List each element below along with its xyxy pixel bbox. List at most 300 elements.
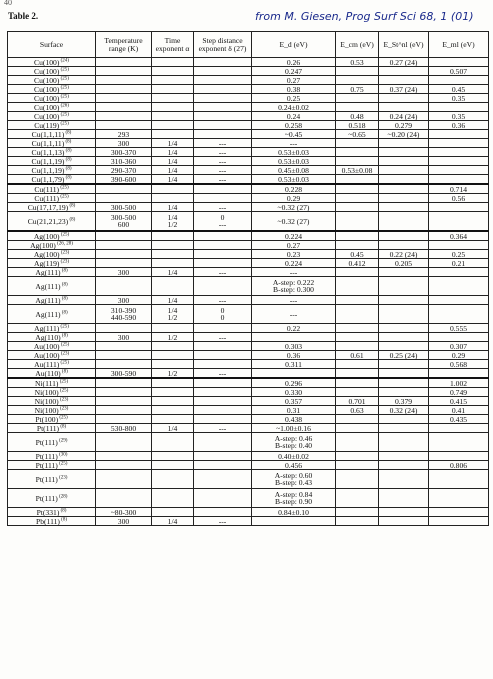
cell-eml: 0.21 [429, 259, 489, 268]
cell-step-exponent [194, 241, 252, 250]
cell-time-exponent [152, 184, 194, 194]
cell-eml [429, 175, 489, 185]
cell-temperature: 530-800 [96, 424, 152, 433]
cell-surface [8, 415, 96, 424]
table-row [8, 333, 489, 342]
cell-ecm [336, 424, 379, 433]
cell-ed: 0.26 [252, 58, 336, 67]
reference: (8) [64, 174, 72, 180]
cell-ed: 0.24±0.02 [252, 103, 336, 112]
cell-eml [429, 148, 489, 157]
cell-est [379, 360, 429, 369]
surface-name: Pb(111) [36, 516, 60, 526]
table-row [8, 194, 489, 203]
surface-name: Cu(111) [34, 193, 60, 203]
cell-step-exponent: --- [194, 166, 252, 175]
surface-name: Ni(111) [34, 378, 59, 388]
table-row [8, 388, 489, 397]
surface-name: Cu(100) [34, 111, 60, 121]
cell-step-exponent [194, 397, 252, 406]
cell-step-exponent [194, 130, 252, 139]
reference: (8) [60, 281, 68, 287]
cell-surface [8, 121, 96, 130]
cell-ed: 0.38 [252, 85, 336, 94]
cell-temperature [96, 194, 152, 203]
cell-time-exponent [152, 351, 194, 360]
cell-surface [8, 397, 96, 406]
cell-ecm: 0.53 [336, 58, 379, 67]
cell-ecm [336, 508, 379, 517]
cell-ecm [336, 268, 379, 277]
cell-eml: 0.29 [429, 351, 489, 360]
surface-name: Au(111) [34, 359, 60, 369]
cell-temperature: 390-600 [96, 175, 152, 185]
cell-surface [8, 517, 96, 526]
col-time-exponent: Time exponent α [152, 32, 194, 58]
header-row [8, 32, 489, 58]
table-row [8, 433, 489, 452]
cell-est [379, 94, 429, 103]
cell-temperature: 300-500 600 [96, 212, 152, 232]
cell-est: 0.27 (24) [379, 58, 429, 67]
table-row [8, 103, 489, 112]
surface-name: Cu(100) [34, 84, 60, 94]
col-est: E_St^nl (eV) [379, 32, 429, 58]
cell-temperature [96, 351, 152, 360]
cell-eml [429, 241, 489, 250]
cell-temperature [96, 58, 152, 67]
cell-time-exponent: 1/2 [152, 333, 194, 342]
table-row [8, 360, 489, 369]
table-row [8, 67, 489, 76]
table-row [8, 250, 489, 259]
cell-time-exponent [152, 241, 194, 250]
cell-est [379, 452, 429, 461]
cell-surface [8, 166, 96, 175]
cell-temperature [96, 378, 152, 388]
surface-name: Cu(17,17,19) [27, 202, 69, 212]
col-surface: Surface [8, 32, 96, 58]
surface-name: Ag(111) [35, 281, 61, 291]
cell-eml: 0.45 [429, 85, 489, 94]
cell-ed: ~1.00±0.16 [252, 424, 336, 433]
cell-temperature [96, 231, 152, 241]
cell-time-exponent [152, 76, 194, 85]
data-table [7, 31, 489, 526]
cell-ed: 0.330 [252, 388, 336, 397]
cell-eml: 0.307 [429, 342, 489, 351]
cell-surface [8, 277, 96, 296]
cell-temperature [96, 184, 152, 194]
cell-ed: --- [252, 139, 336, 148]
surface-name: Ag(111) [35, 295, 61, 305]
cell-est [379, 194, 429, 203]
cell-surface [8, 58, 96, 67]
cell-ecm [336, 415, 379, 424]
cell-step-exponent [194, 489, 252, 508]
cell-ed: 0.29 [252, 194, 336, 203]
cell-ecm: 0.518 [336, 121, 379, 130]
table-row [8, 517, 489, 526]
cell-step-exponent: --- [194, 175, 252, 185]
cell-step-exponent: --- [194, 424, 252, 433]
cell-temperature [96, 324, 152, 333]
cell-temperature: ~80-300 [96, 508, 152, 517]
cell-eml: 0.41 [429, 406, 489, 415]
cell-step-exponent: --- [194, 139, 252, 148]
cell-ecm [336, 203, 379, 212]
cell-surface [8, 241, 96, 250]
cell-time-exponent [152, 406, 194, 415]
cell-ecm [336, 305, 379, 324]
cell-est: 0.279 [379, 121, 429, 130]
reference: (25) [59, 84, 69, 90]
cell-eml [429, 369, 489, 379]
cell-ed: A-step: 0.46 B-step: 0.40 [252, 433, 336, 452]
cell-surface [8, 148, 96, 157]
cell-temperature [96, 470, 152, 489]
cell-surface [8, 67, 96, 76]
cell-eml [429, 508, 489, 517]
cell-surface [8, 112, 96, 121]
cell-surface [8, 259, 96, 268]
cell-surface [8, 268, 96, 277]
cell-time-exponent [152, 360, 194, 369]
cell-temperature [96, 452, 152, 461]
reference: (8) [64, 156, 72, 162]
cell-step-exponent [194, 360, 252, 369]
cell-ecm: 0.48 [336, 112, 379, 121]
cell-surface [8, 94, 96, 103]
table-row [8, 296, 489, 305]
cell-ed: ~0.32 (27) [252, 212, 336, 232]
table-body [8, 58, 489, 526]
cell-step-exponent: --- [194, 203, 252, 212]
col-temperature: Temperature range (K) [96, 32, 152, 58]
cell-ecm: ~0.65 [336, 130, 379, 139]
reference: (25) [59, 359, 69, 365]
cell-step-exponent [194, 231, 252, 241]
cell-ed: A-step: 0.84 B-step: 0.90 [252, 489, 336, 508]
cell-temperature [96, 342, 152, 351]
reference: (25) [59, 75, 69, 81]
reference: (25) [59, 120, 69, 126]
cell-step-exponent [194, 470, 252, 489]
cell-est [379, 415, 429, 424]
surface-name: Cu(1,1,11) [31, 129, 65, 139]
cell-surface [8, 212, 96, 232]
surface-name: Cu(1,1,19) [31, 156, 65, 166]
table-row [8, 397, 489, 406]
cell-est: 0.205 [379, 259, 429, 268]
surface-name: Ag(100) [33, 249, 60, 259]
cell-temperature: 300 [96, 333, 152, 342]
cell-ecm: 0.53±0.08 [336, 166, 379, 175]
cell-step-exponent [194, 103, 252, 112]
cell-time-exponent [152, 58, 194, 67]
cell-surface [8, 508, 96, 517]
reference: (25) [58, 387, 69, 393]
cell-temperature [96, 277, 152, 296]
reference: (25) [59, 93, 69, 99]
surface-name: Pt(111) [35, 493, 58, 503]
cell-est [379, 517, 429, 526]
cell-surface [8, 250, 96, 259]
cell-step-exponent [194, 58, 252, 67]
cell-eml: 0.36 [429, 121, 489, 130]
reference: (23) [59, 350, 70, 356]
cell-surface [8, 369, 96, 379]
cell-est [379, 203, 429, 212]
cell-time-exponent [152, 433, 194, 452]
cell-temperature: 300 [96, 517, 152, 526]
cell-time-exponent: 1/4 [152, 166, 194, 175]
cell-est [379, 175, 429, 185]
table-row [8, 259, 489, 268]
cell-ecm [336, 360, 379, 369]
cell-step-exponent [194, 184, 252, 194]
cell-est [379, 305, 429, 324]
cell-time-exponent [152, 67, 194, 76]
surface-name: Ag(100) [33, 231, 60, 241]
cell-ecm: 0.412 [336, 259, 379, 268]
cell-ed [252, 369, 336, 379]
cell-time-exponent [152, 277, 194, 296]
cell-eml [429, 212, 489, 232]
table-row [8, 369, 489, 379]
cell-eml [429, 277, 489, 296]
cell-ecm [336, 231, 379, 241]
cell-eml [429, 517, 489, 526]
cell-eml: 0.435 [429, 415, 489, 424]
cell-surface [8, 184, 96, 194]
surface-name: Cu(100) [34, 75, 60, 85]
cell-ecm [336, 324, 379, 333]
cell-ecm [336, 433, 379, 452]
cell-est: 0.37 (24) [379, 85, 429, 94]
table-row [8, 148, 489, 157]
cell-eml [429, 139, 489, 148]
reference: (30) [57, 451, 68, 457]
cell-step-exponent [194, 121, 252, 130]
cell-time-exponent [152, 342, 194, 351]
cell-temperature [96, 360, 152, 369]
table-row [8, 203, 489, 212]
cell-ecm [336, 369, 379, 379]
cell-ecm [336, 342, 379, 351]
surface-name: Ni(100) [34, 396, 59, 406]
cell-ecm [336, 212, 379, 232]
cell-surface [8, 139, 96, 148]
cell-time-exponent: 1/4 [152, 517, 194, 526]
table-row [8, 157, 489, 166]
cell-surface [8, 85, 96, 94]
cell-ecm [336, 517, 379, 526]
table-row [8, 166, 489, 175]
cell-surface [8, 351, 96, 360]
cell-temperature: 310-390 440-590 [96, 305, 152, 324]
cell-eml [429, 157, 489, 166]
cell-step-exponent: --- [194, 148, 252, 157]
reference: (26, 28) [55, 240, 73, 246]
reference: (23) [59, 258, 70, 264]
surface-name: Cu(1,1,11) [31, 138, 65, 148]
cell-surface [8, 433, 96, 452]
table-row [8, 342, 489, 351]
reference: (25) [59, 184, 69, 190]
cell-time-exponent [152, 508, 194, 517]
cell-ed: 0.84±0.10 [252, 508, 336, 517]
cell-ecm [336, 277, 379, 296]
reference: (8) [59, 507, 67, 513]
cell-time-exponent: 1/4 [152, 203, 194, 212]
table-row [8, 378, 489, 388]
cell-time-exponent [152, 378, 194, 388]
surface-name: Cu(1,1,13) [31, 147, 65, 157]
cell-ed: 0.25 [252, 94, 336, 103]
table-row [8, 121, 489, 130]
cell-ed: 0.247 [252, 67, 336, 76]
cell-ecm [336, 148, 379, 157]
table-row [8, 58, 489, 67]
reference: (8) [64, 147, 72, 153]
col-eml: E_ml (eV) [429, 32, 489, 58]
cell-step-exponent [194, 67, 252, 76]
reference: (8) [60, 295, 68, 301]
cell-temperature: 300-590 [96, 369, 152, 379]
cell-surface [8, 175, 96, 185]
cell-eml [429, 166, 489, 175]
cell-est [379, 139, 429, 148]
cell-step-exponent: 0 --- [194, 212, 252, 232]
cell-time-exponent [152, 415, 194, 424]
cell-surface [8, 76, 96, 85]
cell-time-exponent [152, 470, 194, 489]
cell-est [379, 369, 429, 379]
cell-ecm [336, 194, 379, 203]
cell-ecm: 0.701 [336, 397, 379, 406]
table-row [8, 184, 489, 194]
cell-surface [8, 406, 96, 415]
cell-surface [8, 296, 96, 305]
cell-temperature [96, 85, 152, 94]
cell-step-exponent [194, 452, 252, 461]
cell-time-exponent [152, 130, 194, 139]
cell-step-exponent [194, 324, 252, 333]
cell-eml: 0.555 [429, 324, 489, 333]
cell-time-exponent: 1/4 [152, 268, 194, 277]
cell-ed: 0.224 [252, 231, 336, 241]
cell-time-exponent: 1/4 1/2 [152, 305, 194, 324]
reference: (25) [59, 193, 69, 199]
reference: (23) [58, 396, 69, 402]
cell-ecm [336, 470, 379, 489]
col-ecm: E_cm (eV) [336, 32, 379, 58]
cell-est [379, 333, 429, 342]
cell-ecm [336, 241, 379, 250]
cell-temperature [96, 397, 152, 406]
surface-name: Ag(119) [33, 258, 60, 268]
cell-eml [429, 130, 489, 139]
cell-est [379, 424, 429, 433]
cell-ecm: 0.45 [336, 250, 379, 259]
table-row [8, 508, 489, 517]
cell-eml [429, 58, 489, 67]
cell-surface [8, 203, 96, 212]
table-row [8, 489, 489, 508]
cell-est [379, 489, 429, 508]
cell-ecm [336, 461, 379, 470]
surface-name: Cu(119) [34, 120, 60, 130]
cell-ed: 0.357 [252, 397, 336, 406]
cell-temperature [96, 121, 152, 130]
cell-ed: 0.24 [252, 112, 336, 121]
cell-time-exponent [152, 112, 194, 121]
cell-time-exponent [152, 489, 194, 508]
cell-est: 0.24 (24) [379, 112, 429, 121]
cell-ed: 0.23 [252, 250, 336, 259]
cell-surface [8, 452, 96, 461]
cell-ed: --- [252, 268, 336, 277]
cell-eml [429, 433, 489, 452]
cell-est: ~0.20 (24) [379, 130, 429, 139]
cell-temperature: 300 [96, 296, 152, 305]
reference: (25) [59, 341, 70, 347]
cell-temperature: 300-370 [96, 148, 152, 157]
cell-ed: 0.456 [252, 461, 336, 470]
surface-name: Pt(111) [36, 423, 60, 433]
cell-step-exponent [194, 259, 252, 268]
cell-time-exponent [152, 250, 194, 259]
cell-temperature [96, 433, 152, 452]
cell-surface [8, 360, 96, 369]
cell-eml: 0.507 [429, 67, 489, 76]
cell-ed: 0.228 [252, 184, 336, 194]
cell-temperature: 310-360 [96, 157, 152, 166]
cell-step-exponent [194, 351, 252, 360]
cell-time-exponent: 1/4 [152, 175, 194, 185]
cell-eml: 0.364 [429, 231, 489, 241]
cell-ed: 0.311 [252, 360, 336, 369]
cell-step-exponent: --- [194, 296, 252, 305]
reference: (25) [57, 460, 68, 466]
surface-name: Ag(111) [34, 323, 60, 333]
cell-temperature [96, 489, 152, 508]
cell-ed: A-step: 0.222 B-step: 0.300 [252, 277, 336, 296]
reference: (8) [64, 129, 72, 135]
cell-step-exponent [194, 277, 252, 296]
reference: (25) [59, 66, 69, 72]
table-row [8, 85, 489, 94]
cell-eml: 0.35 [429, 94, 489, 103]
cell-step-exponent: --- [194, 268, 252, 277]
cell-surface [8, 324, 96, 333]
surface-name: Ag(111) [35, 267, 61, 277]
cell-est [379, 470, 429, 489]
cell-step-exponent [194, 94, 252, 103]
cell-surface [8, 424, 96, 433]
cell-eml: 0.35 [429, 112, 489, 121]
table-row [8, 470, 489, 489]
reference: (23) [57, 474, 68, 480]
cell-est [379, 184, 429, 194]
reference: (8) [60, 332, 68, 338]
cell-ed: 0.40±0.02 [252, 452, 336, 461]
cell-est [379, 268, 429, 277]
cell-time-exponent [152, 194, 194, 203]
cell-ed: 0.296 [252, 378, 336, 388]
cell-est [379, 103, 429, 112]
